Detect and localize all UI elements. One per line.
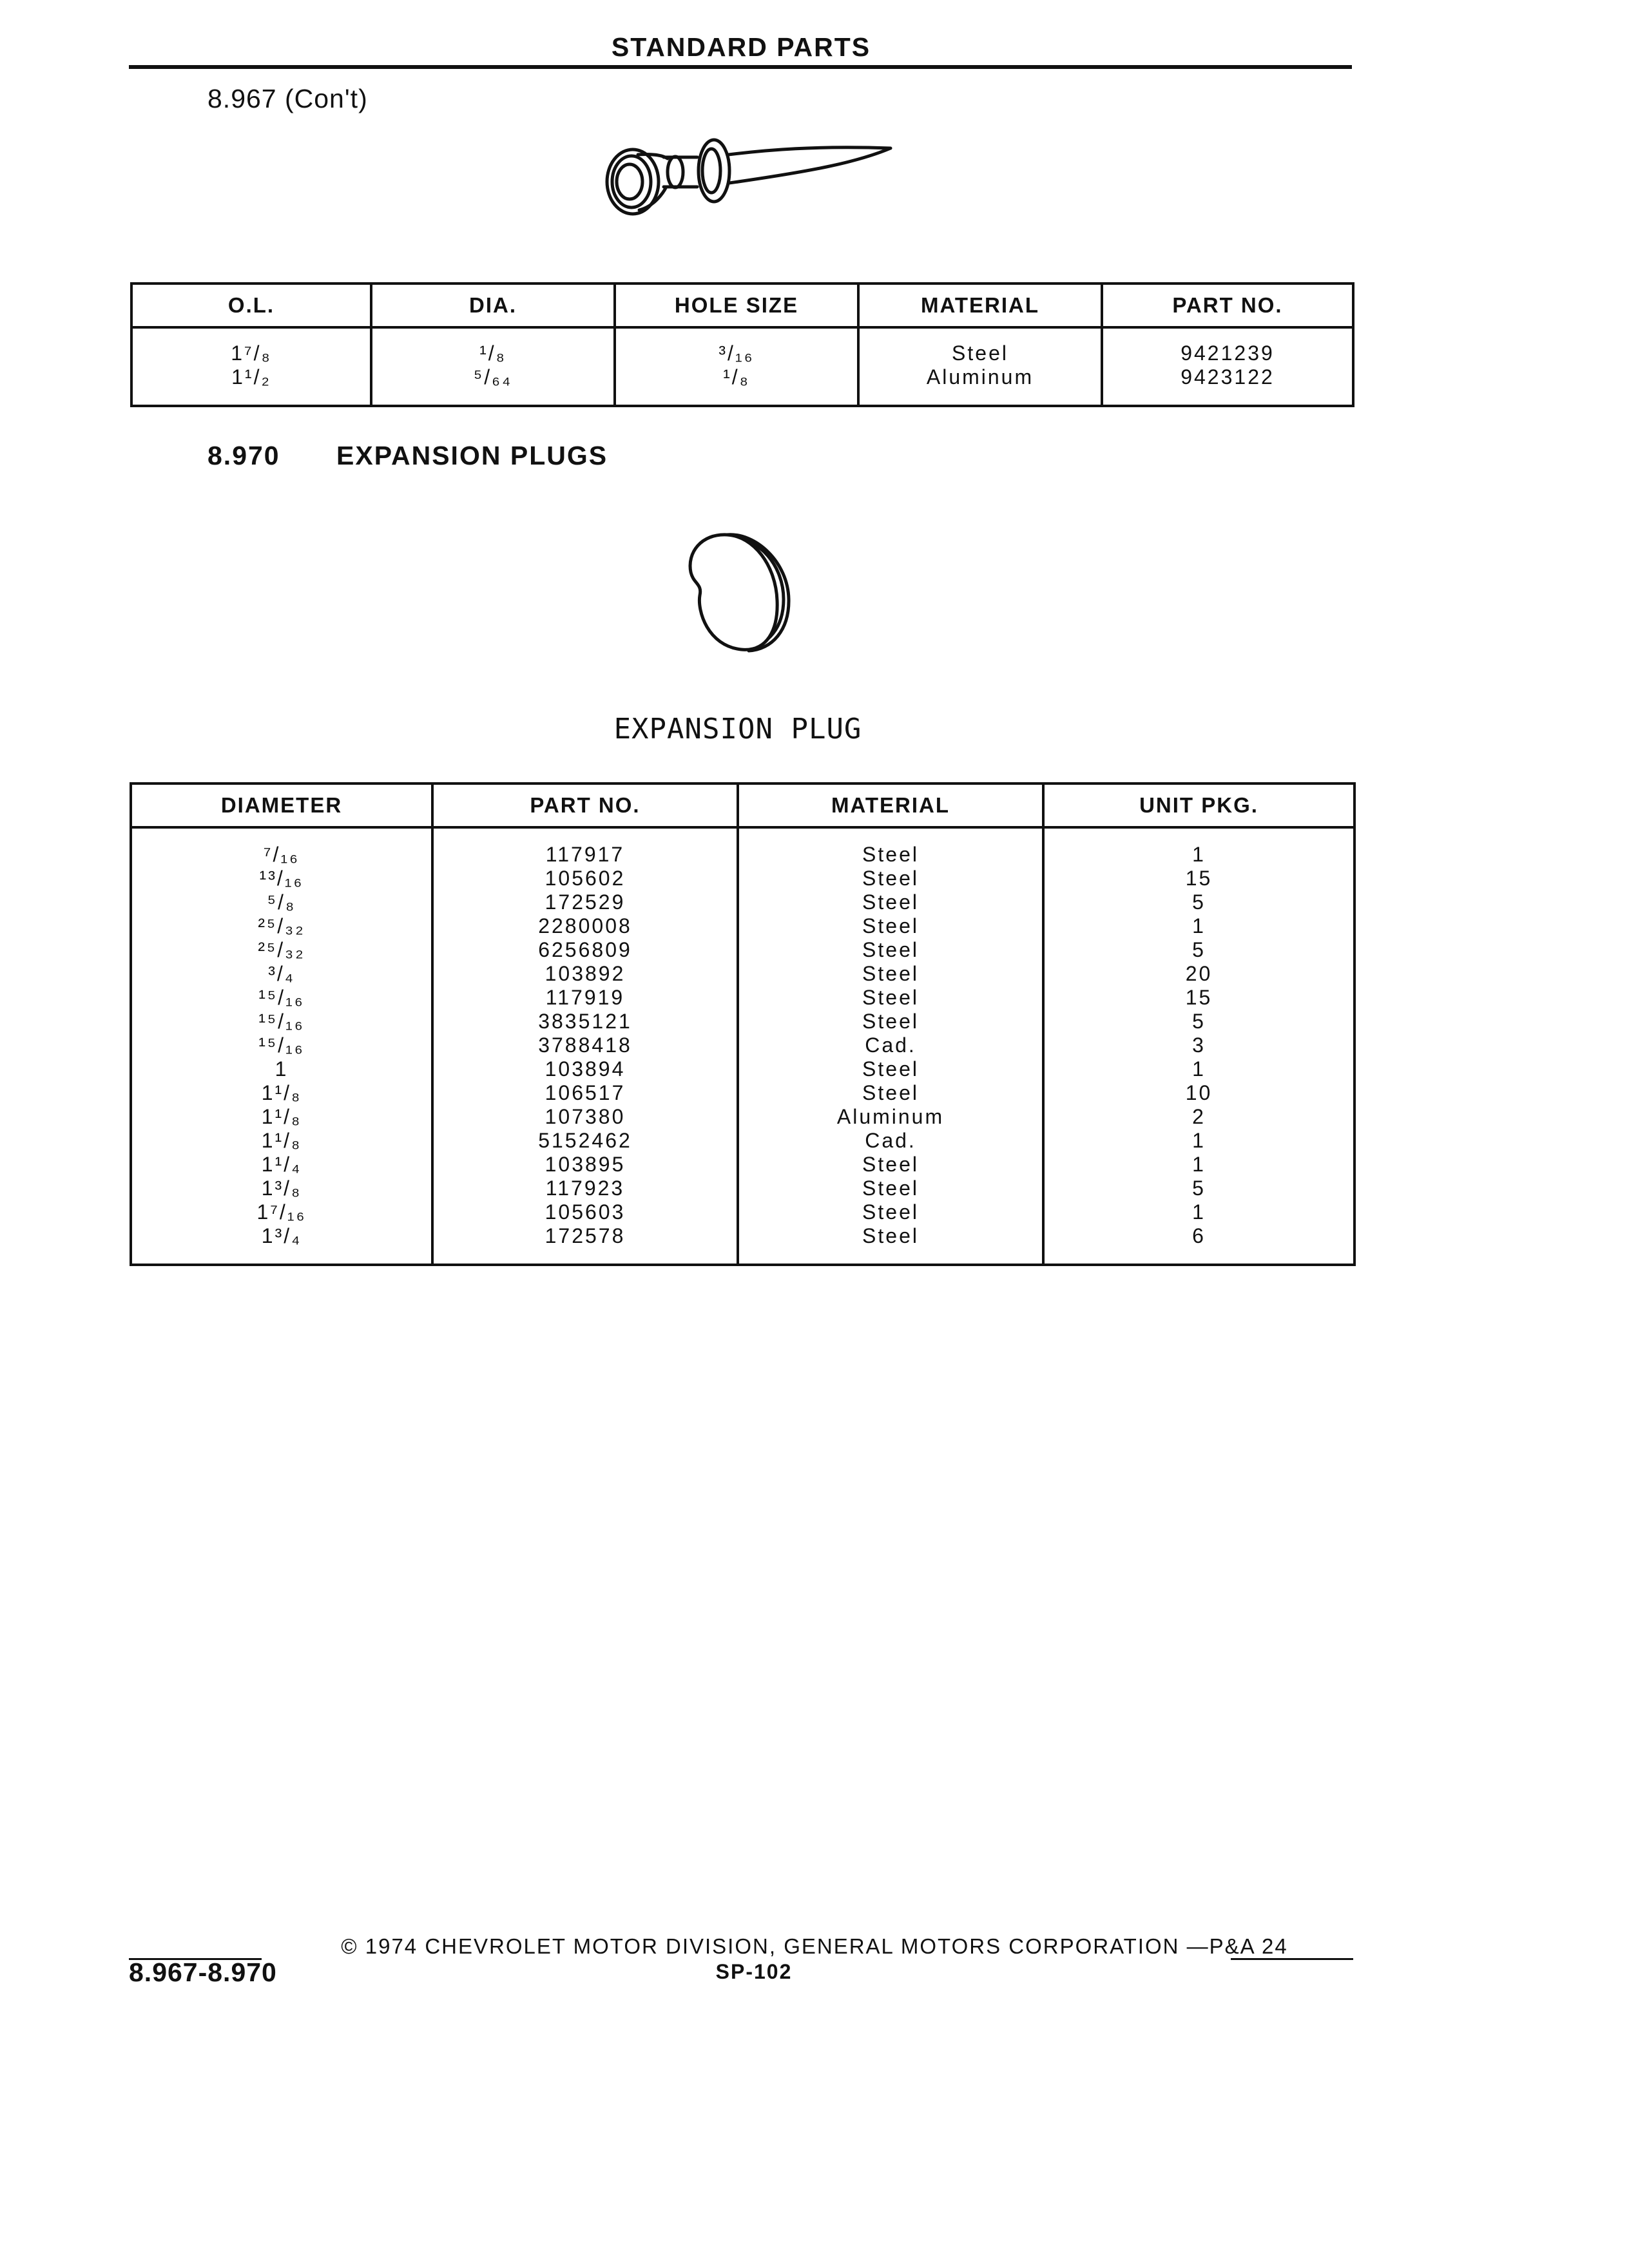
table-cell: 117923 bbox=[432, 1177, 738, 1200]
table-cell: Steel bbox=[738, 867, 1043, 890]
table-cell: 1 bbox=[1043, 1153, 1354, 1177]
table-cell: 1⁷/₁₆ bbox=[131, 1200, 432, 1224]
column-header-part-no: PART NO. bbox=[1102, 284, 1353, 327]
table-row bbox=[131, 1129, 1354, 1153]
table-cell: Steel bbox=[738, 962, 1043, 986]
table-row bbox=[131, 1033, 1354, 1057]
table-cell: Steel bbox=[738, 1200, 1043, 1224]
table-cell: 15 bbox=[1043, 867, 1354, 890]
table-cell: Steel bbox=[738, 1010, 1043, 1033]
table-cell: 1 bbox=[1043, 1129, 1354, 1153]
table-cell: 1 bbox=[1043, 914, 1354, 938]
table-cell: Steel bbox=[858, 327, 1102, 365]
expansion-plug-table bbox=[130, 782, 1356, 1266]
section-8970-title: EXPANSION PLUGS bbox=[336, 441, 608, 470]
table-cell: 2 bbox=[1043, 1105, 1354, 1129]
table-row bbox=[131, 1105, 1354, 1129]
column-header-part-no: PART NO. bbox=[432, 783, 738, 827]
table-cell: 1⁷/₈ bbox=[131, 327, 371, 365]
column-header-hole-size: HOLE SIZE bbox=[615, 284, 858, 327]
table-cell: ⁷/₁₆ bbox=[131, 827, 432, 867]
table-row bbox=[131, 1057, 1354, 1081]
table-row bbox=[131, 1200, 1354, 1224]
table-cell: 9423122 bbox=[1102, 365, 1353, 406]
table-cell: 3788418 bbox=[432, 1033, 738, 1057]
section-8970-number: 8.970 bbox=[207, 441, 280, 470]
table-cell: 1 bbox=[1043, 1057, 1354, 1081]
table-cell: 172529 bbox=[432, 890, 738, 914]
table-row bbox=[131, 867, 1354, 890]
table-cell: Steel bbox=[738, 1081, 1043, 1105]
table-cell: 20 bbox=[1043, 962, 1354, 986]
table-row bbox=[131, 890, 1354, 914]
figure-caption: EXPANSION PLUG bbox=[613, 713, 862, 745]
table-cell: 103892 bbox=[432, 962, 738, 986]
table-cell: 3 bbox=[1043, 1033, 1354, 1057]
table-cell: ¹⁵/₁₆ bbox=[131, 1033, 432, 1057]
table-cell: Steel bbox=[738, 1224, 1043, 1265]
table-cell: 10 bbox=[1043, 1081, 1354, 1105]
table-cell: Aluminum bbox=[858, 365, 1102, 406]
rivet-table bbox=[130, 282, 1354, 407]
column-header-unit-pkg: UNIT PKG. bbox=[1043, 783, 1354, 827]
table-row bbox=[131, 1177, 1354, 1200]
table-cell: Steel bbox=[738, 890, 1043, 914]
page-header: STANDARD PARTS bbox=[611, 32, 871, 62]
table-cell: 1 bbox=[1043, 1200, 1354, 1224]
table-cell: ⁵/₈ bbox=[131, 890, 432, 914]
footer-copyright: © 1974 CHEVROLET MOTOR DIVISION, GENERAL MOTORS CORPORATION —P&A 24 bbox=[341, 1934, 1288, 1958]
column-header-dia: DIA. bbox=[371, 284, 615, 327]
table-cell: 1¹/₂ bbox=[131, 365, 371, 406]
plug-table-header bbox=[131, 783, 1354, 827]
table-cell: Steel bbox=[738, 1177, 1043, 1200]
table-cell: 103894 bbox=[432, 1057, 738, 1081]
table-cell: 105603 bbox=[432, 1200, 738, 1224]
table-cell: 5 bbox=[1043, 938, 1354, 962]
table-cell: 6256809 bbox=[432, 938, 738, 962]
table-cell: 1¹/₈ bbox=[131, 1129, 432, 1153]
table-cell: 5 bbox=[1043, 1010, 1354, 1033]
table-cell: Steel bbox=[738, 1057, 1043, 1081]
table-cell: 1 bbox=[1043, 827, 1354, 867]
table-cell: Steel bbox=[738, 986, 1043, 1010]
table-cell: 9421239 bbox=[1102, 327, 1353, 365]
table-cell: ⁵/₆₄ bbox=[371, 365, 615, 406]
table-row bbox=[131, 1081, 1354, 1105]
table-cell: ¹/₈ bbox=[371, 327, 615, 365]
table-cell: ²⁵/₃₂ bbox=[131, 938, 432, 962]
table-row bbox=[131, 962, 1354, 986]
table-row bbox=[131, 914, 1354, 938]
rivet-illustration bbox=[599, 129, 902, 226]
table-cell: 117917 bbox=[432, 827, 738, 867]
table-cell: Cad. bbox=[738, 1129, 1043, 1153]
table-row bbox=[131, 1010, 1354, 1033]
table-row bbox=[131, 938, 1354, 962]
table-cell: ²⁵/₃₂ bbox=[131, 914, 432, 938]
expansion-plug-illustration bbox=[682, 527, 798, 656]
table-cell: 172578 bbox=[432, 1224, 738, 1265]
column-header-diameter: DIAMETER bbox=[131, 783, 432, 827]
table-row bbox=[131, 986, 1354, 1010]
table-cell: ¹⁵/₁₆ bbox=[131, 986, 432, 1010]
table-row bbox=[131, 1153, 1354, 1177]
table-cell: Steel bbox=[738, 1153, 1043, 1177]
table-row bbox=[131, 327, 1353, 365]
table-row bbox=[131, 1224, 1354, 1265]
column-header-material: MATERIAL bbox=[858, 284, 1102, 327]
table-cell: Steel bbox=[738, 914, 1043, 938]
table-cell: 5 bbox=[1043, 890, 1354, 914]
table-cell: 2280008 bbox=[432, 914, 738, 938]
table-cell: 106517 bbox=[432, 1081, 738, 1105]
table-cell: 6 bbox=[1043, 1224, 1354, 1265]
table-cell: 1¹/₈ bbox=[131, 1105, 432, 1129]
table-cell: 1³/₈ bbox=[131, 1177, 432, 1200]
rivet-table-header bbox=[131, 284, 1353, 327]
table-cell: ¹/₈ bbox=[615, 365, 858, 406]
footer-section-range: 8.967-8.970 bbox=[129, 1957, 277, 1987]
table-cell: 1¹/₈ bbox=[131, 1081, 432, 1105]
table-cell: Steel bbox=[738, 938, 1043, 962]
column-header-material: MATERIAL bbox=[738, 783, 1043, 827]
table-cell: 1¹/₄ bbox=[131, 1153, 432, 1177]
table-cell: Steel bbox=[738, 827, 1043, 867]
footer-page-id: SP-102 bbox=[715, 1960, 793, 1983]
table-cell: 107380 bbox=[432, 1105, 738, 1129]
table-cell: 1³/₄ bbox=[131, 1224, 432, 1265]
section-8967-heading: 8.967 (Con't) bbox=[207, 84, 368, 113]
table-cell: 105602 bbox=[432, 867, 738, 890]
table-cell: 3835121 bbox=[432, 1010, 738, 1033]
table-cell: ³/₁₆ bbox=[615, 327, 858, 365]
table-row bbox=[131, 827, 1354, 867]
table-cell: 103895 bbox=[432, 1153, 738, 1177]
table-cell: 5152462 bbox=[432, 1129, 738, 1153]
table-cell: 15 bbox=[1043, 986, 1354, 1010]
table-cell: ¹⁵/₁₆ bbox=[131, 1010, 432, 1033]
column-header-ol: O.L. bbox=[131, 284, 371, 327]
table-cell: 1 bbox=[131, 1057, 432, 1081]
table-cell: Aluminum bbox=[738, 1105, 1043, 1129]
table-row bbox=[131, 365, 1353, 406]
table-cell: ¹³/₁₆ bbox=[131, 867, 432, 890]
header-rule bbox=[129, 65, 1352, 69]
table-cell: ³/₄ bbox=[131, 962, 432, 986]
table-cell: Cad. bbox=[738, 1033, 1043, 1057]
table-cell: 117919 bbox=[432, 986, 738, 1010]
table-cell: 5 bbox=[1043, 1177, 1354, 1200]
